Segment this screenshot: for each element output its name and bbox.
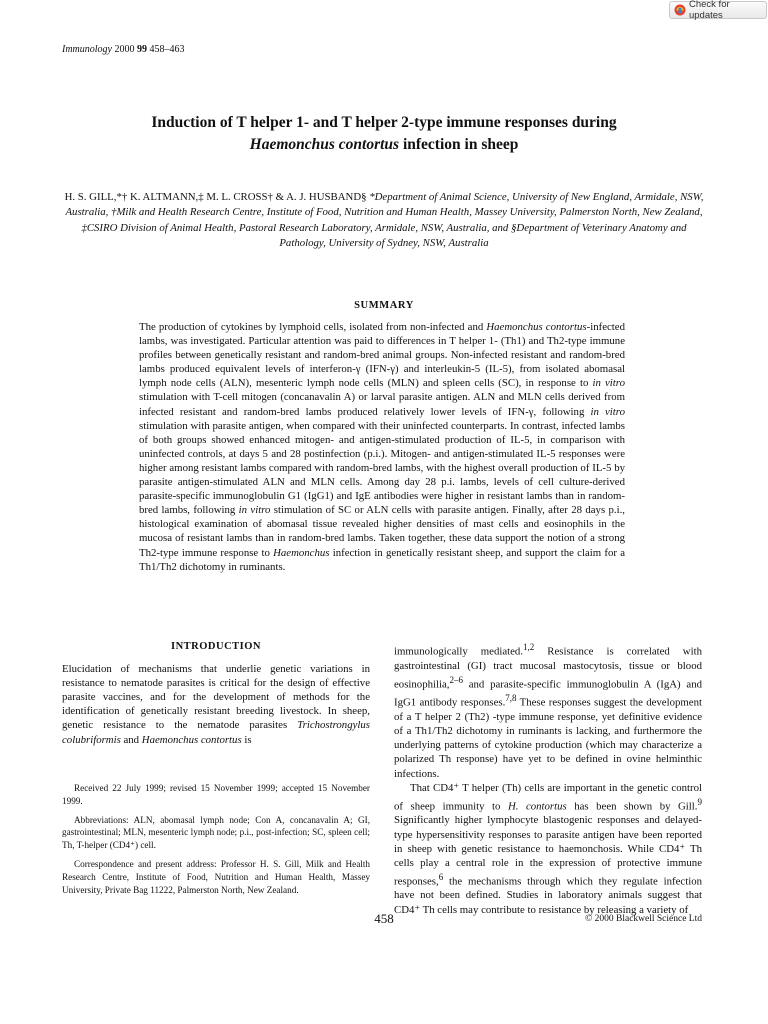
summary-italic: in vitro bbox=[590, 405, 625, 418]
summary-part: stimulation with parasite antigen, when compared with their uninfected counterparts. In contrast, infected lambs of both groups showed enhanced mitogen- and antigen-stimulated production of IL-5, in comparison with uninfected controls, at days 5 and 28 postinfection (p.i.). Mitogen- and antigen-stimulated IL-5 responses were higher among resistant lambs compared with random-bred lambs, with the highest overall production of IL-5 by parasite antigen-stimulated ALN and MLN cells. Among day 28 p.i. lambs, levels of cell culture-derived parasite-specific immunoglobulin G1 (IgG1) and IgE antibodies were higher in resistant lambs than in random-bred lambs, following bbox=[139, 419, 625, 517]
summary-part: -infected lambs, was investigated. Particular attention was paid to differences in T helper 1- (Th1) and Th2-type immune profiles between genetically resistant and random-bred animal groups. Non-infected resistant and random-bred lambs produced equivalent levels of interferon-γ (IFN-γ) and interleukin-5 (IL-5), from isolated abomasal lymph node cells (ALN), mesenteric lymph node cells (MLN) and spleen cells (SC), in response to bbox=[139, 321, 625, 390]
author-names: H. S. GILL,*† K. ALTMANN,‡ M. L. CROSS† & A. J. HUSBAND§ bbox=[64, 191, 370, 203]
summary-italic: Haemonchus contortus bbox=[486, 321, 587, 333]
journal-name: Immunology bbox=[62, 44, 112, 55]
right-paragraph-1 bbox=[394, 640, 702, 781]
right-part: These responses suggest the development of a T helper 2 (Th2) -type immune response, yet definitive evidence of a Th1/Th2 dichotomy in ruminants is lacking, and furthermore the underlying patterns of cytokine production (which may characterize a polarized Th response) have yet to be defined in ovine helminthic infections. bbox=[394, 697, 702, 780]
author-affiliations: *Department of Animal Science, University of New England, Armidale, NSW, Australia, †Milk and Health Research Centre, Institute of Food, Nutrition and Human Health, Massey University, Palmerston North, New Zealand, ‡CSIRO Division of Animal Health, Pastoral Research Laboratory, Armidale, NSW, Australia, and §Department of Veterinary Anatomy and Pathology, University of Sydney, NSW, Australia bbox=[65, 191, 704, 250]
author-block bbox=[58, 190, 710, 252]
summary-italic: in vitro bbox=[238, 504, 271, 517]
summary-part: stimulation with T-cell mitogen (concanavalin A) or larval parasite antigen. ALN and MLN cells derived from infected resistant and random-bred lambs produced relatively lower levels of IFN-γ, following bbox=[139, 391, 625, 418]
journal-citation bbox=[62, 44, 185, 55]
article-title bbox=[80, 112, 688, 156]
title-species: Haemonchus contortus bbox=[249, 136, 400, 153]
introduction-paragraph bbox=[62, 662, 370, 747]
citation-superscript: 7,8 bbox=[505, 693, 517, 704]
summary-part: stimulation of SC or ALN cells with parasite antigen. Finally, after 28 days p.i., histological examination of abomasal tissue revealed higher densities of mast cells and eosinophils in the mucosa of resistant lambs than in random-bred lambs. Taken together, these data support the notion of a strong Th2-type immune response to bbox=[139, 504, 625, 559]
intro-part: is bbox=[241, 733, 252, 746]
citation-superscript: 2–6 bbox=[449, 674, 463, 685]
right-column bbox=[394, 640, 702, 917]
citation-superscript: 1,2 bbox=[523, 642, 535, 652]
intro-italic: Trichostrongylus colubriformis bbox=[62, 719, 370, 746]
journal-volume: 99 bbox=[137, 44, 147, 55]
title-line-1: Induction of T helper 1- and T helper 2-type immune responses during bbox=[151, 114, 617, 131]
left-column bbox=[62, 640, 370, 747]
introduction-heading: INTRODUCTION bbox=[170, 641, 261, 652]
footnote-received: Received 22 July 1999; revised 15 November 1999; accepted 15 November 1999. bbox=[62, 783, 370, 806]
title-line-2 bbox=[80, 134, 688, 156]
check-for-updates-button[interactable] bbox=[669, 1, 767, 19]
title-line-2-rest: infection in sheep bbox=[399, 136, 519, 153]
right-paragraph-2 bbox=[394, 781, 702, 917]
right-part: immunologically mediated. bbox=[394, 645, 524, 658]
page-number: 458 bbox=[374, 911, 394, 926]
intro-part: and bbox=[120, 733, 142, 746]
journal-pages: 458–463 bbox=[149, 44, 185, 55]
footnote-correspondence: Correspondence and present address: Professor H. S. Gill, Milk and Health Research Centre, Institute of Food, Nutrition and Human Health, Massey University, Private Bag 11222, Palmerston North, New Zealand. bbox=[62, 858, 370, 895]
intro-part: Elucidation of mechanisms that underlie genetic variations in resistance to nematode parasites is critical for the design of effective parasite vaccines, and for the development of methods for the identification of genetically resistant breeding livestock. In sheep, genetic resistance to the nematode parasites bbox=[62, 663, 370, 732]
summary-text bbox=[139, 320, 625, 574]
citation-superscript: 6 bbox=[438, 871, 444, 882]
right-part: the mechanisms through which they regulate infection have not been defined. Studies in laboratory animals suggest that CD4⁺ Th cells may contribute to resistance by releasing a variety of bbox=[394, 875, 702, 916]
check-for-updates-label: Check for updates bbox=[688, 0, 730, 21]
right-italic: H. contortus bbox=[507, 800, 567, 813]
right-part: has been shown by Gill. bbox=[566, 800, 698, 813]
right-part: Significantly higher lymphocyte blastogenic responses and delayed-type hypersensitivity responses to parasite antigen have been reported in sheep with genetic resistance to haemonchosis. While CD4⁺ Th cells play a central role in the expression of protective immune responses, bbox=[394, 814, 702, 888]
right-part: Resistance is correlated with gastrointestinal (GI) tract mucosal mastocytosis, tissue or blood eosinophilia, bbox=[394, 645, 702, 691]
footnote-abbreviations: Abbreviations: ALN, abomasal lymph node; Con A, concanavalin A; GI, gastrointestinal; MLN, mesenteric lymph node; p.i., post-infection; SC, spleen cell; Th, T-helper (CD4⁺) cell. bbox=[62, 814, 370, 851]
crossmark-icon bbox=[674, 4, 686, 16]
summary-italic: Haemonchus bbox=[273, 546, 330, 559]
intro-italic: Haemonchus contortus bbox=[141, 733, 242, 746]
summary-part: The production of cytokines by lymphoid cells, isolated from non-infected and bbox=[139, 321, 487, 333]
summary-part: infection in genetically resistant sheep, and support the claim for a Th1/Th2 dichotomy in ruminants. bbox=[139, 546, 626, 573]
footnotes bbox=[62, 782, 370, 902]
right-part: and parasite-specific immunoglobulin A (IgA) and IgG1 antibody responses. bbox=[394, 678, 702, 710]
summary-italic: in vitro bbox=[592, 377, 626, 390]
copyright-notice: © 2000 Blackwell Science Ltd bbox=[585, 914, 702, 924]
citation-superscript: 9 bbox=[697, 796, 702, 807]
summary-heading: SUMMARY bbox=[354, 300, 414, 311]
journal-year: 2000 bbox=[114, 44, 135, 55]
right-part: That CD4⁺ T helper (Th) cells are important in the genetic control of sheep immunity to bbox=[394, 781, 702, 813]
